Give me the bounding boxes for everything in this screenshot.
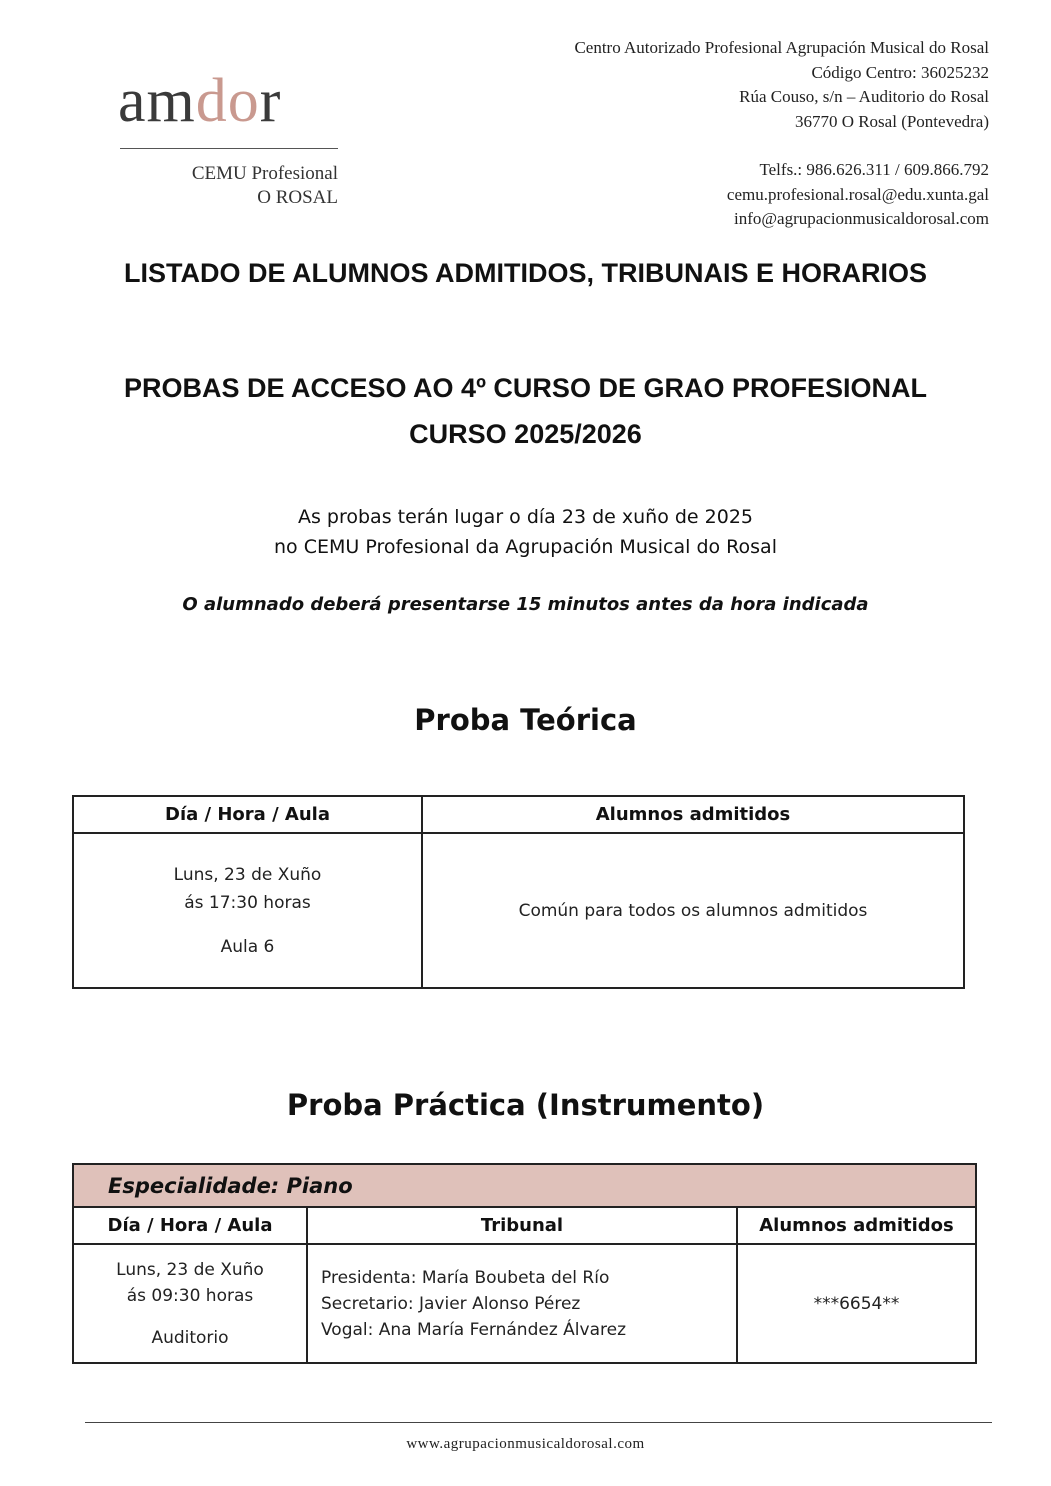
contact-phones: Telfs.: 986.626.311 / 609.866.792 [759,160,989,179]
theory-schedule-cell [73,833,422,988]
logo-subtitle-2: O ROSAL [257,187,338,208]
contact-postal: 36770 O Rosal (Pontevedra) [794,111,989,131]
logo-word-left: am [118,67,196,135]
theory-table [72,795,965,989]
contact-centre-code: Código Centro: 36025232 [811,62,989,82]
logo-word-accent: do [195,67,260,135]
contact-block [469,36,989,232]
practice-col-tribunal: Tribunal [307,1207,737,1244]
footer-divider [85,1422,992,1423]
info-line-1: As probas terán lugar o día 23 de xuño de 2025 [297,506,754,528]
footer-url[interactable]: www.agrupacionmusicaldorosal.com [406,1436,645,1452]
theory-room: Aula 6 [220,936,275,957]
contact-centre-name: Centro Autorizado Profesional Agrupación Musical do Rosal [574,38,989,57]
logo-divider [120,148,338,149]
practice-tribunal-cell [307,1244,737,1363]
logo-subtitle-1: CEMU Profesional [191,163,338,184]
tribunal-member: Vogal: Ana María Fernández Álvarez [321,1319,626,1340]
theory-date: Luns, 23 de Xuño [173,864,322,885]
practice-time: ás 09:30 horas [126,1285,254,1306]
logo-wordmark [118,67,282,135]
page-title: LISTADO DE ALUMNOS ADMITIDOS, TRIBUNAIS E HORARIOS [124,258,927,288]
practice-col-students: Alumnos admitidos [737,1207,976,1244]
practice-room: Auditorio [151,1327,229,1348]
theory-heading: Proba Teórica [414,703,637,737]
theory-col-date: Día / Hora / Aula [73,796,422,833]
logo-word-right: r [259,67,282,135]
info-line-2: no CEMU Profesional da Agrupación Musical do Rosal [274,536,777,558]
practice-date: Luns, 23 de Xuño [116,1259,264,1280]
table-row [73,1244,976,1363]
practice-col-date: Día / Hora / Aula [73,1207,307,1244]
practice-heading: Proba Práctica (Instrumento) [286,1088,765,1122]
theory-col-students: Alumnos admitidos [422,796,964,833]
logo [118,67,358,220]
contact-address: Rúa Couso, s/n – Auditorio do Rosal [739,87,989,106]
theory-students: Común para todos os alumnos admitidos [422,833,964,988]
theory-time: ás 17:30 horas [184,892,311,913]
contact-email-2[interactable]: info@agrupacionmusicaldorosal.com [734,209,989,228]
specialty-row [73,1164,976,1207]
attendance-note: O alumnado deberá presentarse 15 minutos antes da hora indicada [182,594,869,615]
practice-header-row [73,1207,976,1244]
theory-header-row [73,796,964,833]
tribunal-member: Presidenta: María Boubeta del Río [321,1267,610,1288]
contact-email-1[interactable]: cemu.profesional.rosal@edu.xunta.gal [726,184,989,204]
tribunal-member: Secretario: Javier Alonso Pérez [321,1293,581,1314]
practice-students: ***6654** [737,1244,976,1363]
specialty-label: Especialidade: Piano [73,1164,976,1207]
page-subtitle-2: CURSO 2025/2026 [409,419,642,449]
page-subtitle-1: PROBAS DE ACCESO AO 4º CURSO DE GRAO PROFESIONAL [124,373,927,403]
practice-table [72,1163,977,1364]
practice-schedule-cell [73,1244,307,1363]
table-row [73,833,964,988]
